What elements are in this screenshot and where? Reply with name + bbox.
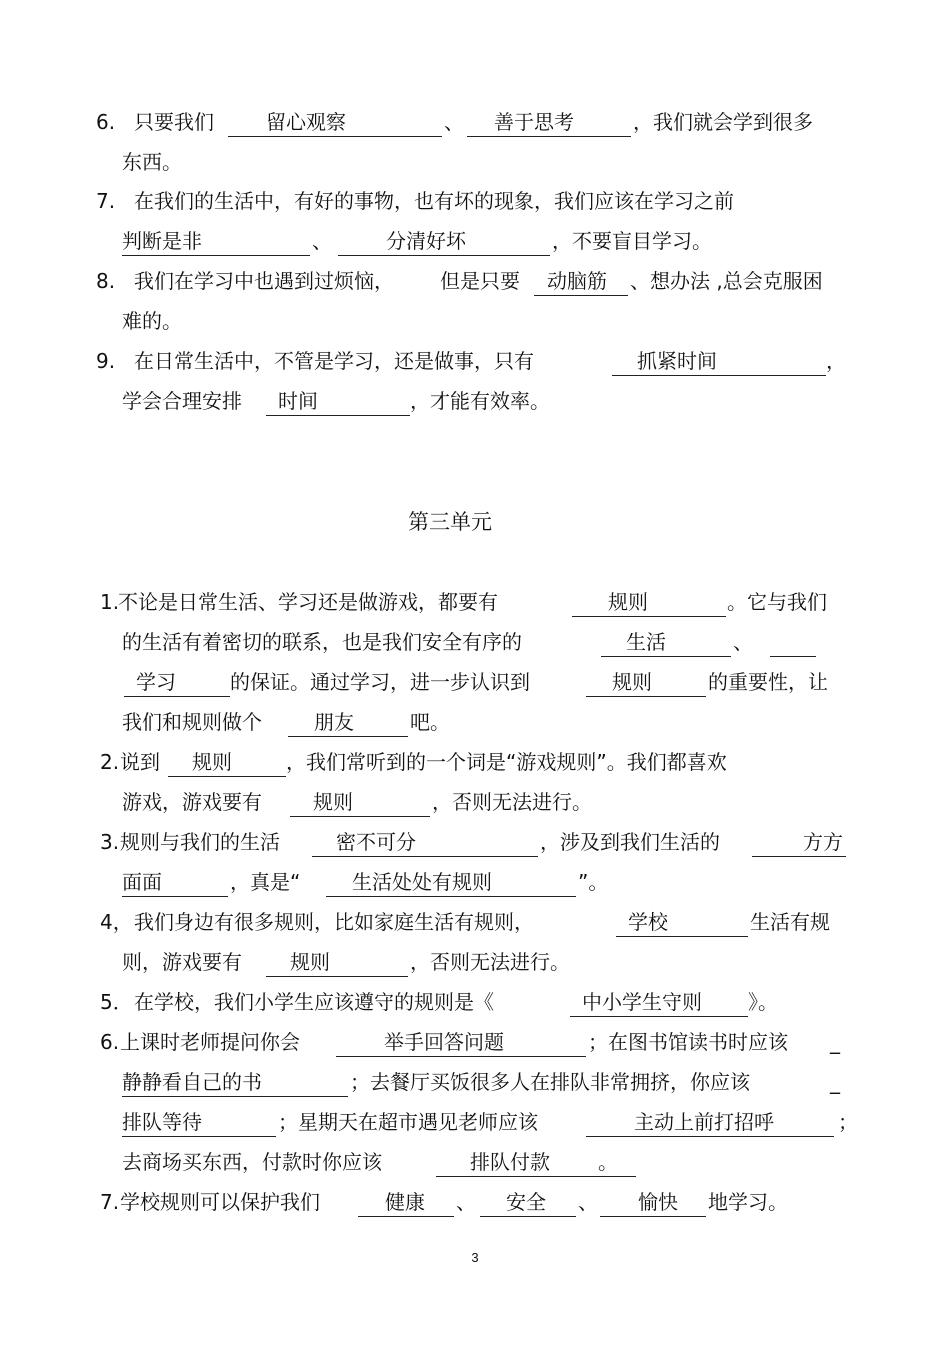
answer-blank <box>601 646 731 657</box>
answer-text: 时间 <box>278 389 318 413</box>
question-text: ；去餐厅买饭很多人在排队非常拥挤，你应该 <box>350 1070 750 1094</box>
question-number: 7. <box>96 189 116 213</box>
question-text: 学会合理安排 <box>122 389 242 413</box>
answer-text: 规则 <box>290 950 330 974</box>
question-text: ， <box>826 349 846 373</box>
question-text: 、 <box>733 630 753 654</box>
question-number: 8. <box>96 269 116 293</box>
question-text: 规则与我们的生活 <box>120 830 280 854</box>
answer-text: 面面 <box>122 870 162 894</box>
question-text: 吧。 <box>410 710 450 734</box>
question-text: 》。 <box>748 990 778 1014</box>
question-text: 我们和规则做个 <box>122 710 262 734</box>
answer-text: 中小学生守则 <box>582 990 702 1014</box>
question-text: ；星期天在超市遇见老师应该 <box>278 1110 538 1134</box>
page-number: 3 <box>471 1250 479 1265</box>
question-text: ；在图书馆读书时应该 <box>588 1030 788 1054</box>
question-text: ，我们就会学到很多 <box>633 110 813 134</box>
question-text: 但是只要 <box>440 269 520 293</box>
answer-text: 规则 <box>313 790 353 814</box>
answer-text: 规则 <box>192 750 232 774</box>
question-text: ； <box>838 1110 858 1134</box>
question-text: ”。 <box>578 870 609 894</box>
answer-text: 静静看自己的书 <box>122 1070 262 1094</box>
question-text: 地学习。 <box>708 1190 788 1214</box>
answer-text: 规则 <box>612 670 652 694</box>
unit-title: 第三单元 <box>408 510 492 534</box>
answer-text: _ <box>830 1030 840 1054</box>
question-text: 难的。 <box>122 309 182 333</box>
question-text: 、 <box>578 1190 598 1214</box>
question-number: 2. <box>100 750 120 774</box>
answer-text: 健康 <box>385 1190 425 1214</box>
answer-text: 生活 <box>626 630 666 654</box>
question-text: ，才能有效率。 <box>410 389 550 413</box>
answer-blank <box>770 646 816 657</box>
question-text: 游戏，游戏要有 <box>122 790 262 814</box>
question-text: 生活有规 <box>750 910 830 934</box>
question-text: 去商场买东西，付款时你应该 <box>122 1150 382 1174</box>
question-text: ，否则无法进行。 <box>432 790 592 814</box>
question-text: 我们身边有很多规则，比如家庭生活有规则， <box>134 910 534 934</box>
answer-text: 排队付款 <box>470 1150 550 1174</box>
question-text: 我们在学习中也遇到过烦恼， <box>134 269 394 293</box>
answer-text: 学校 <box>628 910 668 934</box>
question-number: 6. <box>100 1030 120 1054</box>
question-text: 的生活有着密切的联系，也是我们安全有序的 <box>122 630 522 654</box>
question-text: 东西。 <box>122 150 182 174</box>
answer-text: 留心观察 <box>266 110 346 134</box>
question-text: 说到 <box>120 750 160 774</box>
answer-text: 愉快 <box>638 1190 678 1214</box>
question-text: 、 <box>444 110 464 134</box>
question-text: 学校规则可以保护我们 <box>120 1190 320 1214</box>
answer-text: 动脑筋 <box>547 269 607 293</box>
answer-text: 密不可分 <box>336 830 416 854</box>
answer-blank <box>266 966 408 977</box>
answer-text: 朋友 <box>314 710 354 734</box>
question-text: 的重要性，让 <box>708 670 828 694</box>
answer-text: 。 <box>598 1150 618 1174</box>
question-number: 1. <box>100 590 120 614</box>
question-text: 只要我们 <box>134 110 214 134</box>
answer-text: 方方 <box>803 830 843 854</box>
answer-text: 排队等待 <box>122 1110 202 1134</box>
answer-text: 善于思考 <box>494 110 574 134</box>
answer-text: _ <box>830 1070 840 1094</box>
answer-text: 分清好坏 <box>386 229 466 253</box>
answer-text: 主动上前打招呼 <box>634 1110 774 1134</box>
question-text: ，不要盲目学习。 <box>552 229 712 253</box>
question-text: ，我们常听到的一个词是“游戏规则”。我们都喜欢 <box>286 750 727 774</box>
answer-text: 学习 <box>136 670 176 694</box>
question-number: 6. <box>96 110 116 134</box>
answer-text: 规则 <box>608 590 648 614</box>
answer-text: 生活处处有规则 <box>352 870 492 894</box>
answer-text: 安全 <box>506 1190 546 1214</box>
question-number: 9. <box>96 349 116 373</box>
question-text: 、 <box>312 229 332 253</box>
question-text: 、 <box>456 1190 476 1214</box>
question-text: 在我们的生活中，有好的事物，也有坏的现象，我们应该在学习之前 <box>134 189 734 213</box>
question-text: 在日常生活中，不管是学习，还是做事，只有 <box>134 349 534 373</box>
answer-blank <box>290 806 430 817</box>
question-text: 则，游戏要有 <box>122 950 242 974</box>
answer-text: 判断是非 <box>122 229 202 253</box>
question-text: ，否则无法进行。 <box>410 950 570 974</box>
question-text: 上课时老师提问你会 <box>120 1030 300 1054</box>
question-text: ，涉及到我们生活的 <box>540 830 720 854</box>
answer-blank <box>572 606 726 617</box>
question-number: 4， <box>100 910 133 934</box>
question-text: ，真是“ <box>230 870 301 894</box>
answer-text: 抓紧时间 <box>637 349 717 373</box>
question-text: 不论是日常生活、学习还是做游戏，都要有 <box>118 590 498 614</box>
answer-text: 举手回答问题 <box>384 1030 504 1054</box>
question-text: 、想办法 ,总会克服困 <box>630 269 823 293</box>
question-number: 3. <box>100 830 120 854</box>
question-number: 7. <box>100 1190 120 1214</box>
question-text: 在学校，我们小学生应该遵守的规则是《 <box>134 990 494 1014</box>
question-number: 5． <box>100 990 133 1014</box>
question-text: 。它与我们 <box>727 590 827 614</box>
question-text: 的保证。通过学习，进一步认识到 <box>230 670 530 694</box>
